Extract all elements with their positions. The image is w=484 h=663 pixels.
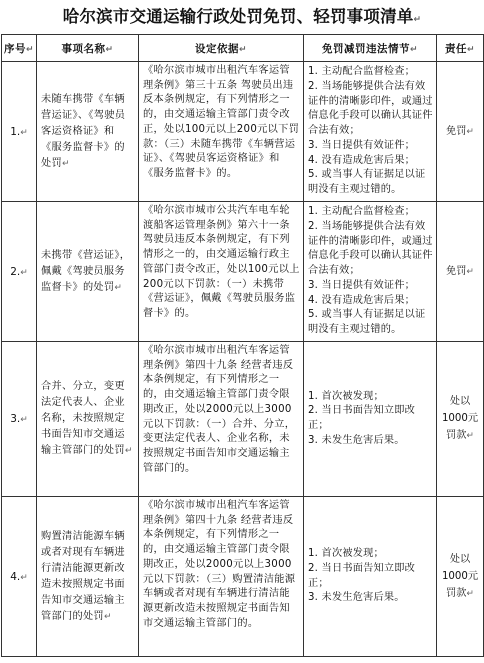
- condition: 3. 未发生危害后果。: [308, 434, 405, 446]
- penalty-result: 处以1000元罚款↵: [437, 342, 484, 497]
- penalty-table: [1, 34, 484, 657]
- item-name: 未携带《营运证》，佩戴《驾驶员服务监督卡》的处罚↵: [37, 202, 139, 342]
- condition: 4. 没有造成危害后果；: [308, 294, 416, 306]
- penalty-result: 免罚↵: [437, 62, 484, 202]
- paragraph-mark: ↵: [413, 15, 422, 25]
- penalty-result: 处以1000元罚款↵: [437, 497, 484, 657]
- conditions: [304, 202, 437, 342]
- condition: 1. 首次被发现；: [308, 390, 384, 402]
- header-conditions: 免罚减罚违法情节↵: [304, 35, 437, 62]
- row-number: 3.↵: [2, 342, 37, 497]
- condition: 3. 当日提供有效证件；: [308, 279, 416, 291]
- table-row: [2, 342, 484, 497]
- header-seq: 序号↵: [2, 35, 37, 62]
- condition: 2. 当场能够提供合法有效证件的清晰影印件，或通过信息化手段可以确认其证件合法有效；: [308, 221, 433, 277]
- condition: 2. 当场能够提供合法有效证件的清晰影印件，或通过信息化手段可以确认其证件合法有效；: [308, 81, 433, 137]
- table-row: [2, 202, 484, 342]
- legal-basis: 《哈尔滨市城市公共汽车电车轮渡船客运管理条例》第六十一条 驾驶员违反本条例规定，有下列情形之一的，由交通运输行政主管部门责令改正，处以100元以上200元以下罚款：（一）未携带《营运证》，佩戴《驾驶员服务监督卡》的。: [139, 202, 304, 342]
- header-result: 责任↵: [437, 35, 484, 62]
- condition: 4. 没有造成危害后果；: [308, 154, 416, 166]
- condition: 2. 当日书面告知立即改正；: [308, 405, 416, 431]
- row-number: 4.↵: [2, 497, 37, 657]
- conditions: [304, 497, 437, 657]
- condition: 5. 或当事人有证据足以证明没有主观过错的。: [308, 169, 426, 195]
- document-title: [0, 0, 484, 34]
- header-row: [2, 35, 484, 62]
- item-name: 购置清洁能源车辆或者对现有车辆进行清洁能源更新改造未按照规定书面告知市交通运输主管部门的处罚↵: [37, 497, 139, 657]
- row-number: 2.↵: [2, 202, 37, 342]
- conditions: [304, 62, 437, 202]
- table-row: [2, 62, 484, 202]
- table-row: [2, 497, 484, 657]
- header-name: 事项名称↵: [37, 35, 139, 62]
- penalty-result: 免罚↵: [437, 202, 484, 342]
- row-number: 1.↵: [2, 62, 37, 202]
- item-name: 合并、分立，变更法定代表人、企业名称，未按照规定书面告知市交通运输主管部门的处罚↵: [37, 342, 139, 497]
- condition: 2. 当日书面告知立即改正；: [308, 562, 416, 589]
- legal-basis: 《哈尔滨市城市出租汽车客运管理条例》第三十五条 驾驶员出违反本条例规定，有下列情形之一的，由交通运输主管部门责令改正，处以100元以上200元以下罚款：（三）未随车携带《车辆营运证》、《驾驶员客运资格证》和《服务监督卡》的。: [139, 62, 304, 202]
- condition: 1. 主动配合监督检查；: [308, 206, 416, 218]
- condition: 5. 或当事人有证据足以证明没有主观过错的。: [308, 309, 426, 335]
- legal-basis: 《哈尔滨市城市出租汽车客运管理条例》第四十九条 经营者违反本条例规定，有下列情形之一的，由交通运输主管部门责令限期改正，处以2000元以上3000元以下罚款：（三）购置清洁能源车辆或者对现有车辆进行清洁能源更新改造未按照规定书面告知市交通运输主管部门的。: [139, 497, 304, 657]
- item-name: 未随车携带《车辆营运证》、《驾驶员客运资格证》和《服务监督卡》的处罚↵: [37, 62, 139, 202]
- condition: 3. 未发生危害后果。: [308, 592, 405, 604]
- condition: 3. 当日提供有效证件；: [308, 139, 416, 151]
- header-basis: 设定依据↵: [139, 35, 304, 62]
- legal-basis: 《哈尔滨市城市出租汽车客运管理条例》第四十九条 经营者违反本条例规定，有下列情形之一的，由交通运输主管部门责令限期改正，处以2000元以上3000元以下罚款：（一）合并、分立，变更法定代表人、企业名称，未按照规定书面告知市交通运输主管部门的。: [139, 342, 304, 497]
- condition: 1. 首次被发现；: [308, 548, 384, 560]
- title-text: 哈尔滨市交通运输行政处罚免罚、轻罚事项清单: [62, 7, 414, 26]
- condition: 1. 主动配合监督检查；: [308, 66, 416, 78]
- conditions: [304, 342, 437, 497]
